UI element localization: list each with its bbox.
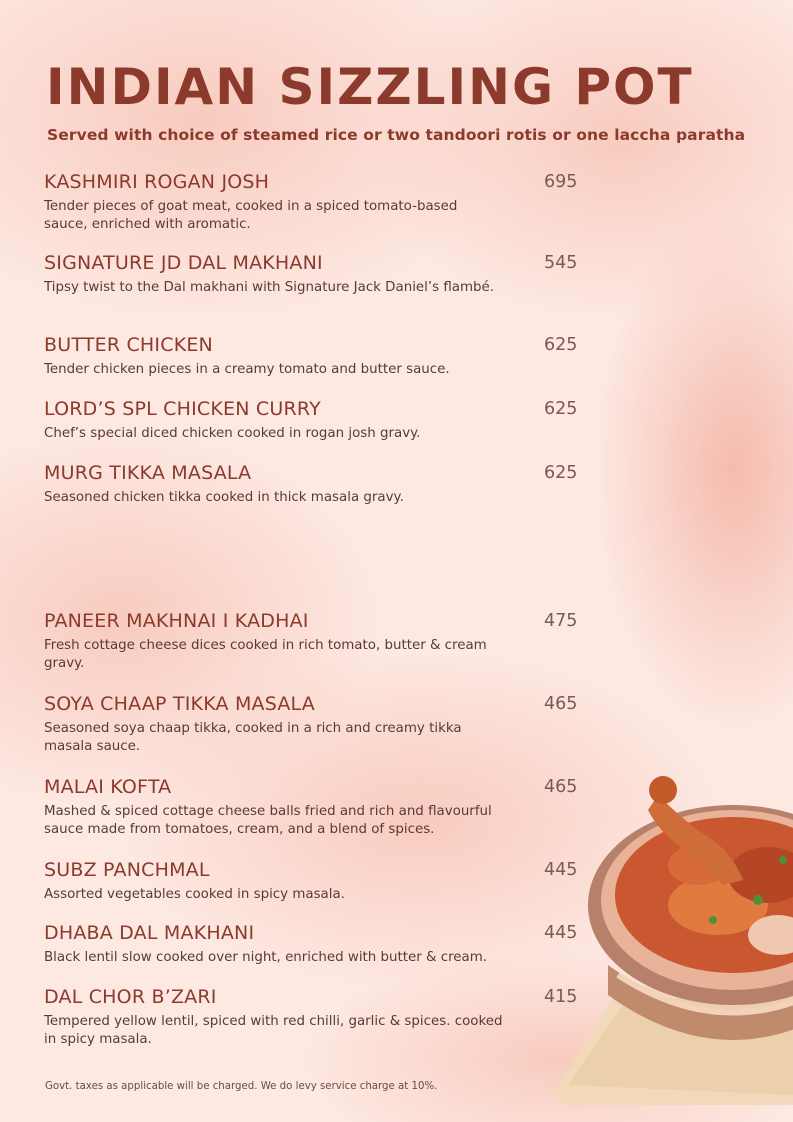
menu-item-name: PANEER MAKHNAI I KADHAI [44,610,309,632]
menu-item-price: 475 [544,611,578,631]
menu-item [44,251,604,297]
page-title: INDIAN SIZZLING POT [46,58,694,116]
menu-item [44,461,604,507]
menu-item-description: Tipsy twist to the Dal makhani with Signature Jack Daniel’s flambé. [44,280,495,295]
menu-item-description: Tender pieces of goat meat, cooked in a spiced tomato-based sauce, enriched with aromatic. [44,199,458,232]
menu-item [44,397,604,443]
menu-item-name: LORD’S SPL CHICKEN CURRY [44,398,321,420]
menu-item [44,921,604,967]
menu-item [44,170,604,234]
menu-item-name: SUBZ PANCHMAL [44,859,210,881]
menu-item-price: 445 [544,923,578,943]
menu-item-description: Black lentil slow cooked over night, enriched with butter & cream. [44,950,488,965]
page-subtitle: Served with choice of steamed rice or two tandoori rotis or one laccha paratha [47,126,746,144]
menu-item-price: 465 [544,694,578,714]
menu-item [44,775,604,839]
menu-item-description: Tender chicken pieces in a creamy tomato and butter sauce. [44,362,450,377]
menu-item-price: 625 [544,463,578,483]
menu-item-price: 545 [544,253,578,273]
menu-item-description: Seasoned chicken tikka cooked in thick masala gravy. [44,490,404,505]
menu-item-description: Seasoned soya chaap tikka, cooked in a rich and creamy tikka masala sauce. [44,721,462,754]
menu-item-price: 625 [544,335,578,355]
menu-item-description: Mashed & spiced cottage cheese balls fried and rich and flavourful sauce made from tomatoes, cream, and a blend of spices. [44,804,492,837]
menu-item [44,985,604,1049]
tax-footnote: Govt. taxes as applicable will be charged. We do levy service charge at 10%. [45,1081,438,1092]
menu-item-name: SIGNATURE JD DAL MAKHANI [44,252,323,274]
menu-item [44,858,604,904]
menu-item-name: KASHMIRI ROGAN JOSH [44,171,270,193]
menu-item-price: 625 [544,399,578,419]
menu-item-name: DAL CHOR B’ZARI [44,986,217,1008]
menu-item-price: 695 [544,172,578,192]
menu-item-description: Tempered yellow lentil, spiced with red chilli, garlic & spices. cooked in spicy masala. [44,1014,503,1047]
menu-item-description: Assorted vegetables cooked in spicy masala. [44,887,345,902]
menu-item-price: 415 [544,987,578,1007]
menu-item-name: MURG TIKKA MASALA [44,462,252,484]
menu-item [44,609,604,673]
menu-item-name: MALAI KOFTA [44,776,172,798]
menu-item-description: Fresh cottage cheese dices cooked in rich tomato, butter & cream gravy. [44,638,487,671]
menu-item-name: BUTTER CHICKEN [44,334,213,356]
menu-item [44,333,604,379]
menu-item-price: 445 [544,860,578,880]
menu-item-description: Chef’s special diced chicken cooked in rogan josh gravy. [44,426,421,441]
menu-item [44,692,604,756]
menu-item-name: DHABA DAL MAKHANI [44,922,255,944]
menu-item-name: SOYA CHAAP TIKKA MASALA [44,693,315,715]
menu-item-price: 465 [544,777,578,797]
